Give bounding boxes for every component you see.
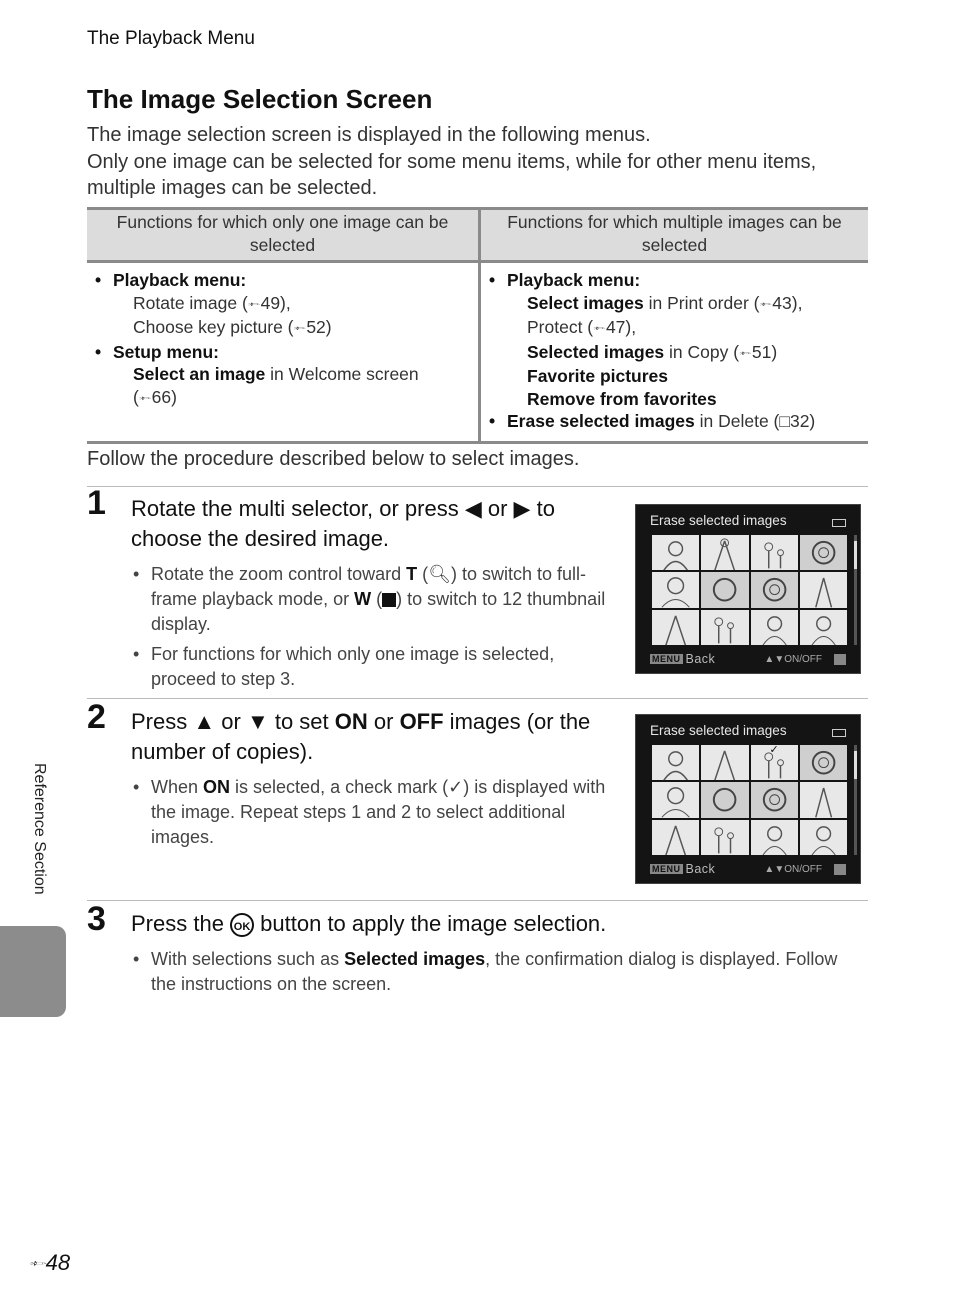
battery-icon [832,729,846,737]
thumbnail[interactable] [701,745,748,780]
step-2-number: 2 [87,698,106,736]
step-3-bullet-1: • With selections such as Selected images, the confirmation dialog is displayed. Follow the instructions on the screen. [131,947,861,997]
book-icon: □ [779,411,790,431]
select-image-item: Select an image in Welcome screen [133,364,419,384]
step-2 [131,707,621,850]
camera-screen-2 [635,714,861,884]
step-1-title: Rotate the multi selector, or press ◀ or ▶ to choose the desired image. [131,496,555,551]
intro-line-2: Only one image can be selected for some menu items, while for other menu items, multiple images can be selected. [87,150,817,199]
rotate-image-item: Rotate image (🙮49), [133,292,291,313]
onoff-hint: ▲▼ON/OFF [764,654,822,665]
thumbnail[interactable] [800,572,847,607]
check-mark-icon: ✓ [448,777,464,797]
ok-button-icon: OK [230,913,254,937]
thumbnail[interactable] [701,782,748,817]
reference-icon: 🙮 [293,320,307,337]
table-header-multiple: Functions for which multiple images can be selected [480,209,869,262]
thumbnail[interactable] [751,535,798,570]
left-arrow-icon: ◀ [464,496,482,521]
zoom-icon [834,864,846,875]
choose-key-item: Choose key picture (🙮52) [133,317,332,337]
protect-item: Protect (🙮47), [527,317,637,337]
follow-text: Follow the procedure described below to select images. [87,448,580,470]
thumbnail[interactable] [652,745,699,780]
up-arrow-icon: ▲ [193,709,216,734]
reference-icon: 🙮 [247,295,261,313]
thumbnail[interactable] [751,820,798,855]
right-arrow-icon: ▶ [513,496,531,521]
thumbnail[interactable] [652,610,699,645]
down-arrow-icon: ▼ [246,709,269,734]
functions-table [87,207,868,444]
reference-icon: 🙮 [739,344,752,362]
thumbnail-grid [652,745,847,855]
thumbnail[interactable] [800,610,847,645]
step-3 [131,909,861,997]
zoom-icon [834,654,846,665]
step-1-bullet-2: • For functions for which only one image is selected, proceed to step 3. [131,642,621,692]
thumbnail[interactable] [800,820,847,855]
copy-item: Selected images in Copy (🙮51) [527,341,778,362]
menu-button-icon: MENU [652,864,681,874]
menu-button-icon: MENU [652,654,681,664]
thumbnail[interactable] [652,820,699,855]
thumbnail[interactable] [800,782,847,817]
remove-favorite-item: Remove from favorites [527,388,717,409]
reference-icon: 🙮 [759,295,773,313]
step-1-bullet-1: • Rotate the zoom control toward T (🔍︎) to switch to full-frame playback mode, or W ( ) to switch to 12 thumbnail display. [131,562,621,637]
thumbnail[interactable] [701,572,748,607]
setup-menu-label: • Setup menu: [93,341,472,364]
back-hint: MENU Back [652,652,716,666]
thumbnail[interactable] [800,745,847,780]
thumbnail[interactable] [652,572,699,607]
table-cell-multiple [480,262,869,443]
scroll-thumb[interactable] [854,541,857,569]
reference-icon: 🙮 [28,1250,46,1275]
favorite-item: Favorite pictures [527,366,669,386]
thumbnail[interactable] [652,782,699,817]
screen-title: Erase selected images [650,513,787,528]
step-1-number: 1 [87,484,106,522]
thumbnail[interactable] [751,782,798,817]
zoom-in-icon: 🔍︎ [428,564,451,584]
select-image-ref: (🙮66) [133,386,177,407]
step-1 [131,494,621,692]
print-order-item: Select images in Print order (🙮43), [527,292,803,313]
table-cell-single [87,262,480,443]
check-mark-icon: ✓ [769,745,779,756]
playback-menu-label: • Playback menu: [487,269,862,292]
onoff-hint: ▲▼ON/OFF [764,864,822,875]
thumbnail[interactable] [751,572,798,607]
intro-text [87,122,877,202]
running-header: The Playback Menu [87,28,255,49]
reference-icon: 🙮 [593,320,606,337]
step-3-number: 3 [87,900,106,938]
scroll-thumb[interactable] [854,751,857,779]
thumbnail[interactable] [751,610,798,645]
thumbnail[interactable] [701,820,748,855]
battery-icon [832,519,846,527]
intro-line-1: The image selection screen is displayed in the following menus. [87,124,651,146]
reference-icon: 🙮 [138,389,152,407]
divider [87,900,868,901]
thumbnail[interactable] [701,610,748,645]
thumbnail[interactable] [652,535,699,570]
erase-item: • Erase selected images in Delete (□32) [487,410,862,433]
side-section-label: Reference Section [31,763,48,895]
page-number: 🙮48 [28,1250,71,1275]
back-hint: MENU Back [652,862,716,876]
page-title: The Image Selection Screen [87,84,433,114]
camera-screen-1 [635,504,861,674]
step-3-title: Press the OK button to apply the image selection. [131,911,607,936]
thumbnail[interactable] [800,535,847,570]
thumbnail-selected[interactable] [751,745,798,780]
section-tab [0,926,66,1017]
step-2-bullet-1: • When ON is selected, a check mark (✓) is displayed with the image. Repeat steps 1 and 2 to select additional images. [131,775,621,850]
table-header-single: Functions for which only one image can be selected [87,209,480,262]
thumbnail-icon [382,593,396,607]
step-2-title: Press ▲ or ▼ to set ON or OFF images (or the number of copies). [131,709,591,764]
thumbnail[interactable] [701,535,748,570]
playback-menu-label: • Playback menu: [93,269,472,292]
divider [87,698,868,699]
divider [87,486,868,487]
screen-title: Erase selected images [650,723,787,738]
thumbnail-grid [652,535,847,645]
